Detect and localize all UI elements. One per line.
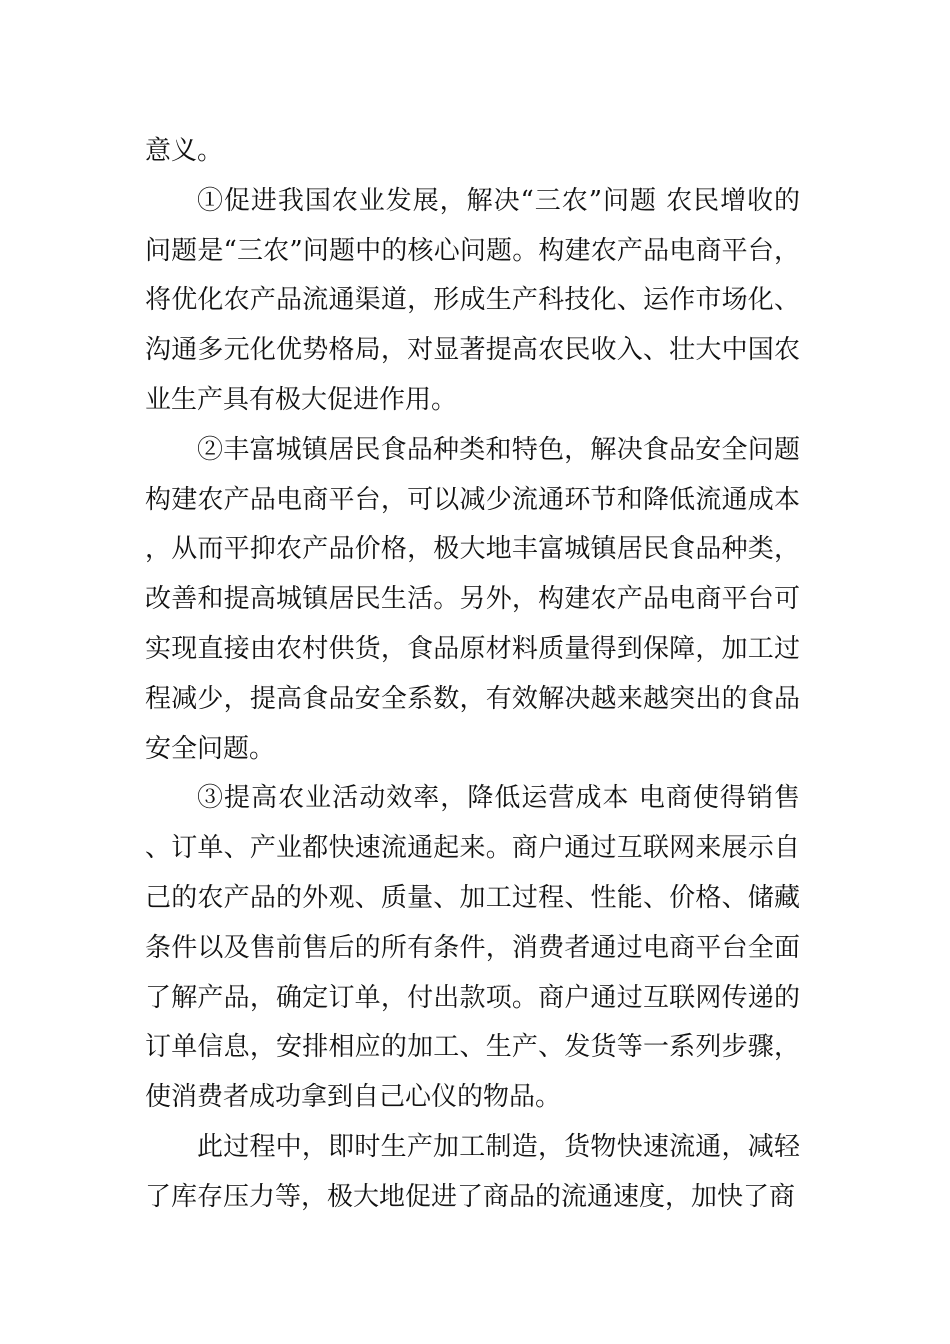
body-text xyxy=(145,127,800,1223)
paragraph-continuation: 意义。 xyxy=(145,136,224,166)
paragraph-agriculture-development: ①促进我国农业发展，解决“三农”问题 农民增收的问题是“三农”问题中的核心问题。构建农产品电商平台，将优化农产品流通渠道，形成生产科技化、运作市场化、沟通多元化优势格局，对显著提高农民收入、壮大中国农业生产具有极大促进作用。 xyxy=(145,185,800,415)
paragraph-process: 此过程中，即时生产加工制造，货物快速流通，减轻了库存压力等，极大地促进了商品的流通速度，加快了商 xyxy=(145,1131,800,1212)
paragraph-food-variety-safety: ②丰富城镇居民食品种类和特色，解决食品安全问题 构建农产品电商平台，可以减少流通环节和降低流通成本，从而平抑农产品价格，极大地丰富城镇居民食品种类，改善和提高城镇居民生活。另外，构建农产品电商平台可实现直接由农村供货，食品原材料质量得到保障，加工过程减少，提高食品安全系数，有效解决越来越突出的食品安全问题。 xyxy=(145,434,800,764)
paragraph-efficiency-cost: ③提高农业活动效率，降低运营成本 电商使得销售、订单、产业都快速流通起来。商户通过互联网来展示自己的农产品的外观、质量、加工过程、性能、价格、储藏条件以及售前售后的所有条件，消费者通过电商平台全面了解产品，确定订单，付出款项。商户通过互联网传递的订单信息，安排相应的加工、生产、发货等一系列步骤，使消费者成功拿到自己心仪的物品。 xyxy=(145,783,800,1113)
